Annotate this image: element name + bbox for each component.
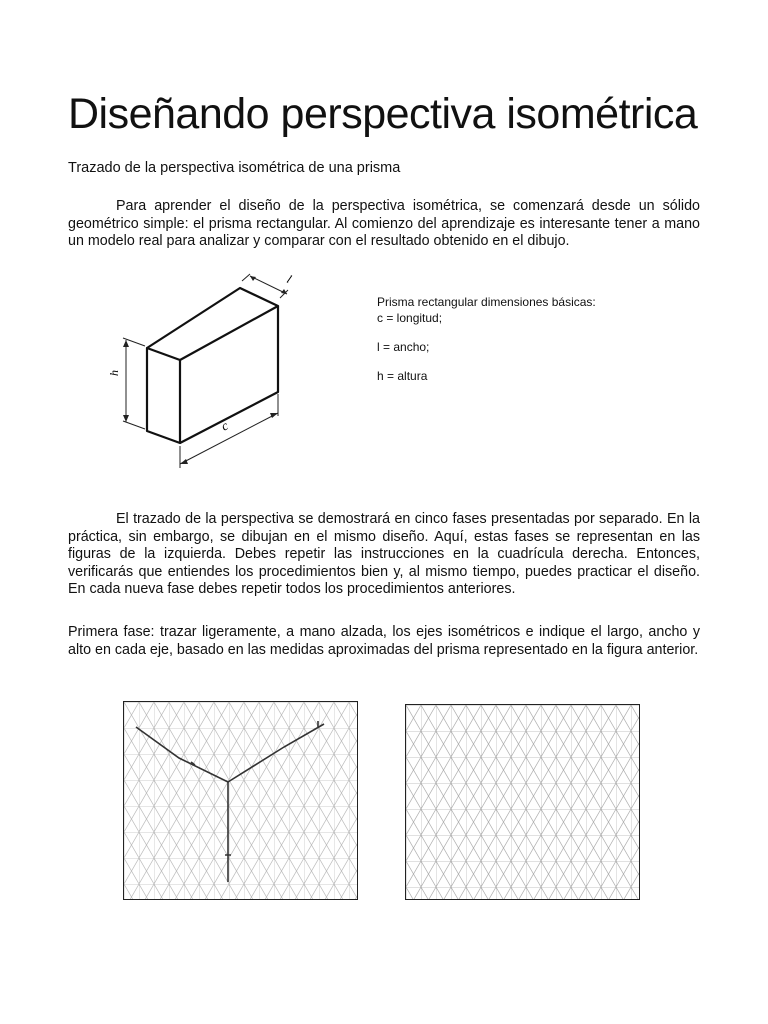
dimension-length: c = longitud; (377, 311, 443, 325)
prism-figure (107, 268, 310, 478)
dimension-height: h = altura (377, 369, 428, 383)
page-title: Diseñando perspectiva isométrica (68, 90, 698, 138)
intro-paragraph: Para aprender el diseño de la perspectiva isométrica, se comenzará desde un sólido geométrico simple: el prisma rectangular. Al comienzo del aprendizaje es interesante tener a mano un modelo real para analizar y comparar con el resultado obtenido en el dibujo. (68, 198, 700, 249)
prism-front-face (147, 348, 180, 443)
practice-grid-drawing (406, 705, 639, 899)
length-label: c (218, 417, 231, 434)
isometric-grid-pattern (406, 705, 639, 899)
width-dimension-line (242, 274, 288, 298)
section-subtitle: Trazado de la perspectiva isométrica de una prisma (68, 160, 401, 176)
dimensions-heading: Prisma rectangular dimensiones básicas: (377, 295, 596, 309)
prism-top-face (147, 288, 278, 360)
phases-paragraph: El trazado de la perspectiva se demostrará en cinco fases presentadas por separado. En la práctica, sin embargo, se dibujan en el mismo diseño. Aquí, estas fases se representan en las figuras de la izquierda. Debes repetir las instrucciones en la cuadrícula derecha. Entonces, verificarás que entiendes los procedimientos bien y, al mismo tiempo, puedes practicar el diseño. En cada nueva fase debes repetir todos los procedimientos anteriores. (68, 511, 700, 597)
dimension-width: l = ancho; (377, 340, 430, 354)
width-label: l (284, 272, 294, 287)
height-label: h (107, 370, 121, 376)
first-phase-paragraph: Primera fase: trazar ligeramente, a mano alzada, los ejes isométricos e indique el largo, ancho y alto en cada eje, basado en las medidas aproximadas del prisma representado en la figura anterior. (68, 624, 700, 658)
dimensions-list (377, 294, 596, 384)
example-grid (123, 701, 358, 900)
prism-right-face (180, 306, 278, 443)
example-grid-drawing (124, 702, 357, 899)
practice-grid[interactable] (405, 704, 640, 900)
isometric-grid-pattern (124, 702, 357, 899)
